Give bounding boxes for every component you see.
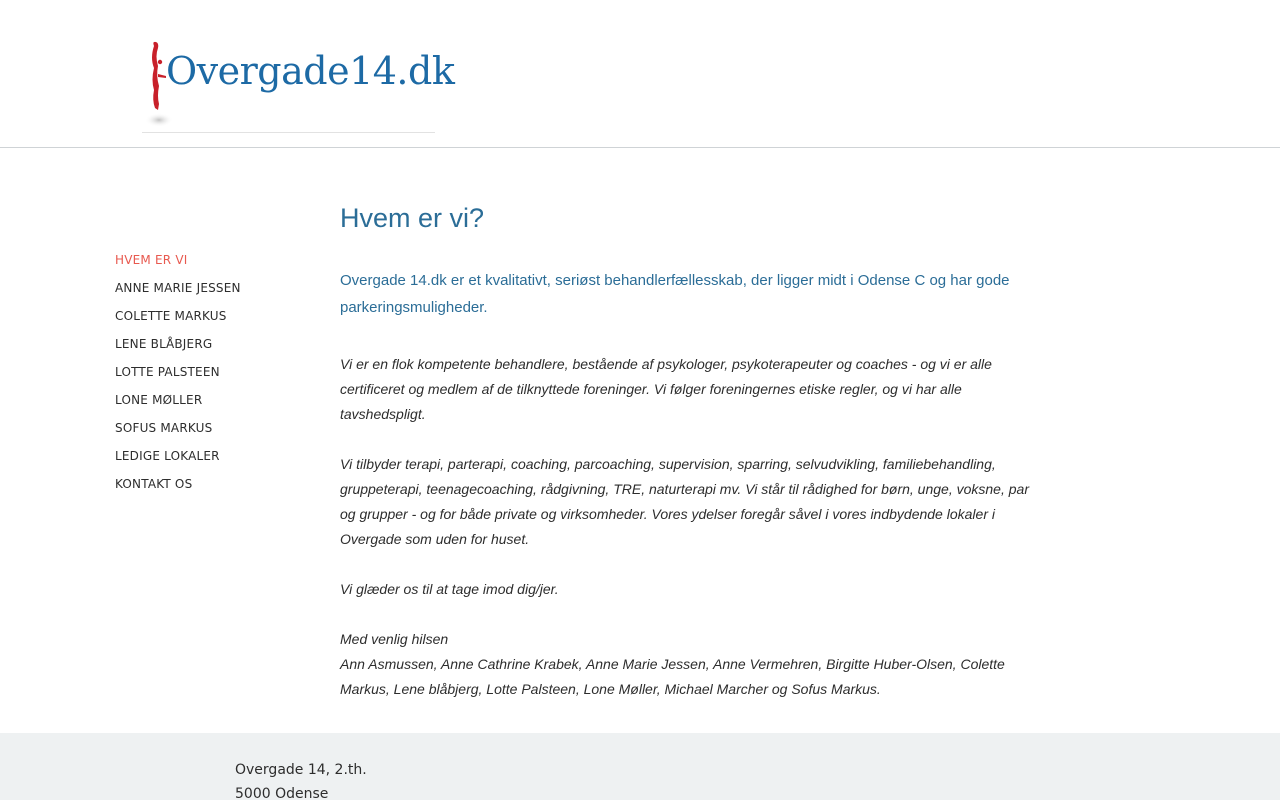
main-content xyxy=(340,200,1040,702)
footer-address xyxy=(235,758,367,806)
page-title: Hvem er vi? xyxy=(340,203,485,233)
sidebar-item-lene-blaabjerg[interactable]: LENE BLÅBJERG xyxy=(115,337,213,351)
signatures-text: Ann Asmussen, Anne Cathrine Krabek, Anne Marie Jessen, Anne Vermehren, Birgitte Huber-Olsen, Colette Markus, Lene blåbjerg, Lotte Palsteen, Lone Møller, Michael Marcher og Sofus Markus. xyxy=(340,656,1005,697)
sidebar-item-colette-markus[interactable]: COLETTE MARKUS xyxy=(115,309,227,323)
sidebar-item-lone-moeller[interactable]: LONE MØLLER xyxy=(115,393,203,407)
sidebar-item-anne-marie-jessen[interactable]: ANNE MARIE JESSEN xyxy=(115,281,241,295)
logo-wordmark: Overgade14.dk xyxy=(166,49,455,93)
sidebar-item-kontakt-os[interactable]: KONTAKT OS xyxy=(115,477,193,491)
sidebar-nav xyxy=(115,250,315,502)
site-header xyxy=(0,0,1280,148)
site-footer xyxy=(0,733,1280,800)
services-paragraph: Vi tilbyder terapi, parterapi, coaching, parcoaching, supervision, sparring, selvudvikling, familiebehandling, gruppeterapi, teenagecoaching, rådgivning, TRE, naturterapi mv. Vi står til rådighed for børn, unge, voksne, par og grupper - og for både private og virksomheder. Vores ydelser foregår såvel i vores indbydende lokaler i Overgade som uden for huset. xyxy=(340,456,1029,547)
welcome-paragraph: Vi glæder os til at tage imod dig/jer. xyxy=(340,581,559,597)
sidebar-item-lotte-palsteen[interactable]: LOTTE PALSTEEN xyxy=(115,365,220,379)
greeting-text: Med venlig hilsen xyxy=(340,631,449,647)
site-logo[interactable] xyxy=(142,38,455,133)
address-line-street: Overgade 14, 2.th. xyxy=(235,762,367,778)
address-line-city: 5000 Odense xyxy=(235,786,329,802)
sidebar-item-hvem-er-vi[interactable]: HVEM ER VI xyxy=(115,253,188,267)
logo-divider xyxy=(142,132,435,133)
intro-paragraph: Vi er en flok kompetente behandlere, bestående af psykologer, psykoterapeuter og coaches - og vi er alle certificeret og medlem af de tilknyttede foreninger. Vi følger foreningernes etiske regler, og vi har alle tavshedspligt. xyxy=(340,356,992,422)
sidebar-item-ledige-lokaler[interactable]: LEDIGE LOKALER xyxy=(115,449,220,463)
lead-paragraph: Overgade 14.dk er et kvalitativt, seriøst behandlerfællesskab, der ligger midt i Odense C og har gode parkeringsmuligheder. xyxy=(340,272,1010,316)
sidebar-item-sofus-markus[interactable]: SOFUS MARKUS xyxy=(115,421,213,435)
